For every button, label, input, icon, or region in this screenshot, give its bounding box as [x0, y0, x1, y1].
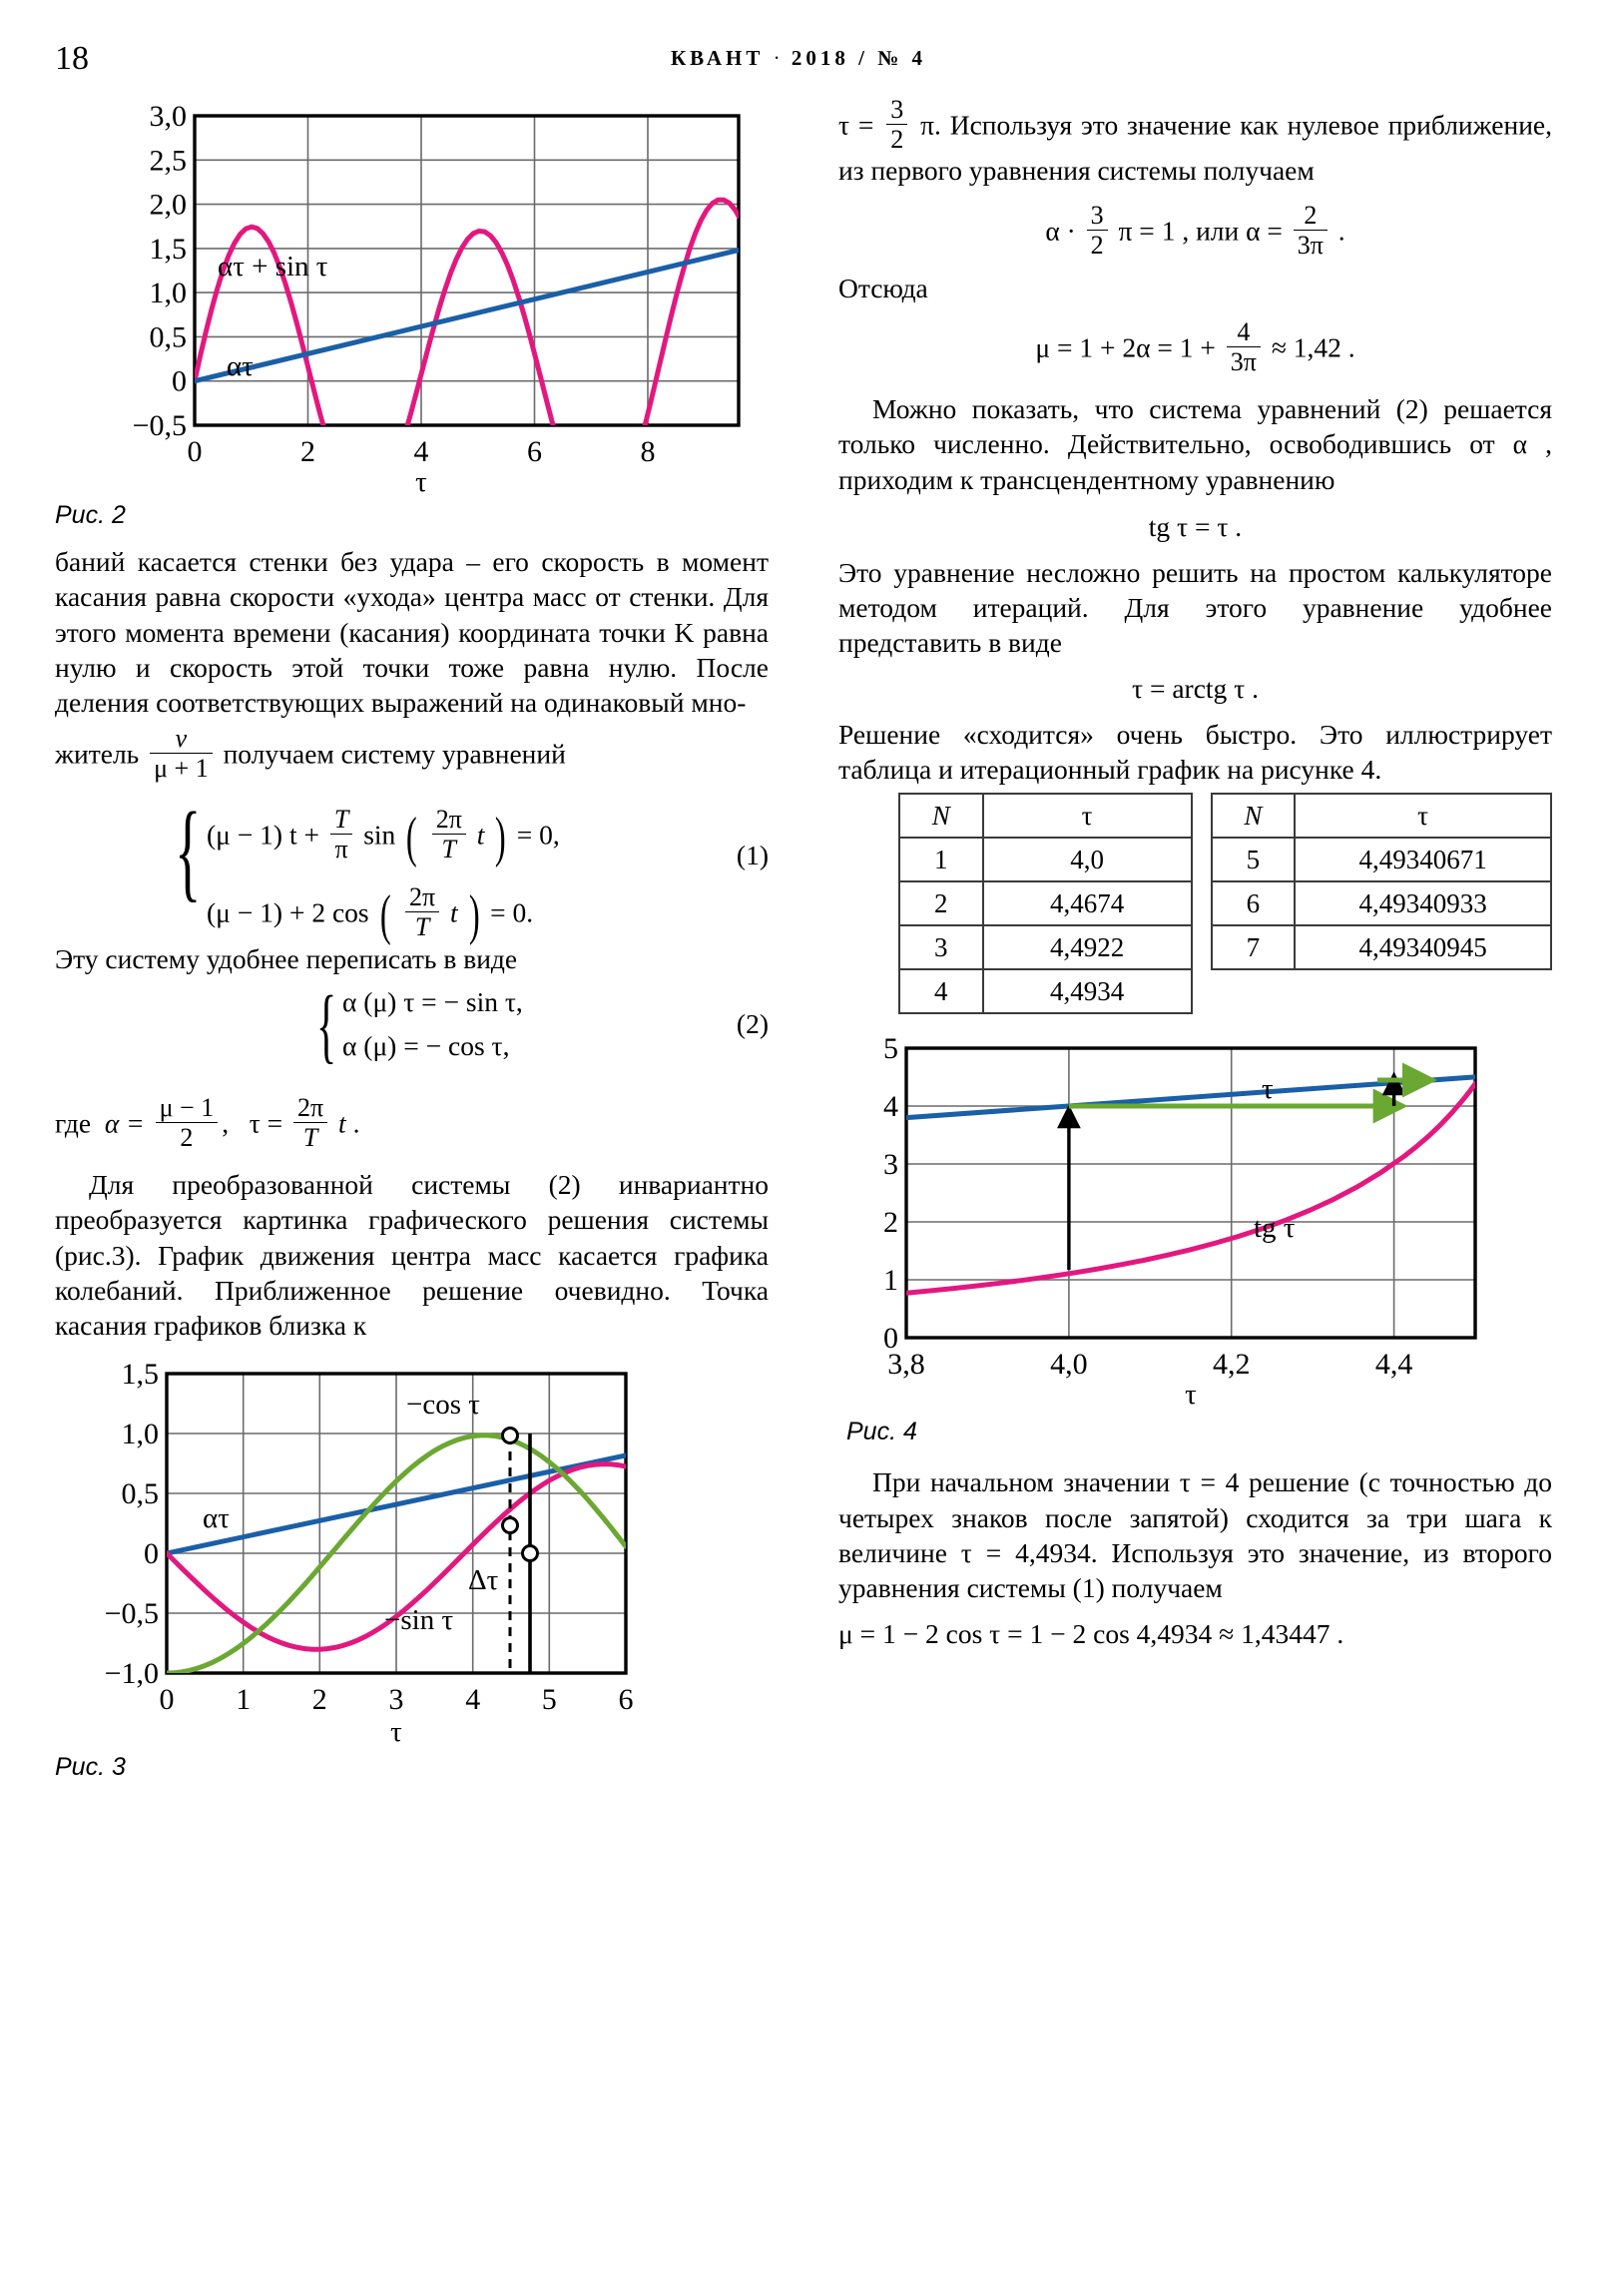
right-p1-frac-den: 2 — [890, 125, 904, 155]
fraction-numerator: v — [150, 725, 213, 754]
fig2-y-tick-labels — [133, 100, 187, 442]
where-alpha-den: 2 — [180, 1123, 194, 1153]
eq1-frac-T-pi — [330, 806, 352, 862]
paragraph-3: Для преобразованной системы (2) инвариантно преобразуется картинка графического решения системы (рис.3). График движения центра масс касается графика колебаний. Приближенное решение очевидно. Точка касания графиков близка к — [55, 1169, 769, 1342]
svg-text:4: 4 — [465, 1682, 481, 1716]
eq-alpha-left: α · — [1045, 215, 1076, 247]
right-paragraph-4: Решение «сходится» очень быстро. Это иллюстрирует таблица и итерационный график на рисунке 4. — [838, 718, 1552, 786]
eq1-frac-den: π — [334, 834, 348, 863]
table2-r1-N: 6 — [1212, 881, 1296, 925]
fig4-x-tick-labels — [887, 1348, 1412, 1381]
fig2-label-alpha-tau-sin: ατ + sin τ — [218, 251, 328, 283]
figure-3 — [55, 1358, 769, 1782]
eq1-line2-paren-open: ( — [379, 883, 391, 946]
fig4-label-tau: τ — [1262, 1073, 1274, 1106]
svg-text:−0,5: −0,5 — [104, 1596, 159, 1630]
equation-1-number: (1) — [736, 839, 769, 870]
table1-r0-tau: 4,0 — [983, 838, 1192, 881]
table-row — [1212, 881, 1551, 925]
fig4-curves — [906, 1077, 1476, 1293]
where-tau-den: T — [302, 1123, 318, 1153]
eq-alpha-end: . — [1337, 215, 1345, 247]
figure-2 — [55, 96, 769, 530]
table1-r2-N: 3 — [899, 925, 983, 969]
where-tau-fraction — [293, 1094, 327, 1151]
svg-text:6: 6 — [618, 1682, 634, 1716]
fig3-label-minus-cos: −cos τ — [406, 1388, 480, 1421]
fig3-label-delta-tau: Δτ — [468, 1563, 499, 1596]
table-row — [899, 925, 1192, 969]
fig3-y-tick-labels — [105, 1358, 159, 1690]
table2-r0-tau: 4,49340671 — [1295, 838, 1551, 881]
journal-title-line — [0, 46, 1597, 71]
table1-r2-tau: 4,4922 — [983, 925, 1192, 969]
svg-text:−1,0: −1,0 — [104, 1656, 159, 1690]
table2-r0-N: 5 — [1212, 838, 1296, 881]
fig4-gridlines — [906, 1048, 1475, 1338]
svg-text:0,5: 0,5 — [149, 320, 187, 354]
eq1-paren-close: ) — [495, 806, 506, 868]
fig2-x-axis-label: τ — [415, 466, 427, 495]
where-end: . — [352, 1107, 360, 1139]
figure-3-svg — [55, 1358, 754, 1747]
svg-text:3,8: 3,8 — [887, 1348, 925, 1382]
fig3-marker-1 — [503, 1428, 518, 1442]
equation-1-line-1 — [207, 804, 560, 868]
eq-alpha-num: 3 — [1087, 202, 1108, 231]
figure-4-caption: Рис. 4 — [846, 1418, 917, 1446]
where-tau-num: 2π — [293, 1094, 327, 1123]
table1-r1-tau: 4,4674 — [983, 881, 1192, 925]
svg-text:4: 4 — [883, 1090, 898, 1124]
equation-1-line-2 — [207, 881, 534, 946]
table2-r1-tau: 4,49340933 — [1295, 881, 1551, 925]
equation-1-brace: { — [175, 789, 202, 911]
where-alpha-num: μ − 1 — [156, 1094, 219, 1123]
eq1-sin: sin — [363, 819, 396, 851]
svg-text:4,0: 4,0 — [1050, 1348, 1088, 1382]
right-p1-fraction — [886, 96, 907, 153]
paragraph-1-tail-post: получаем систему уравнений — [223, 738, 566, 770]
svg-text:4,2: 4,2 — [1212, 1348, 1251, 1382]
paragraph-2: Эту систему удобнее переписать в виде — [55, 942, 518, 974]
where-alpha: α = — [104, 1107, 145, 1139]
right-p1-pi: π — [920, 109, 934, 141]
svg-text:1,5: 1,5 — [121, 1357, 159, 1391]
eq-mu-right: ≈ 1,42 . — [1271, 331, 1355, 363]
where-tau-t: t — [338, 1107, 346, 1139]
fig3-label-alpha-tau: ατ — [203, 1501, 230, 1534]
svg-text:2: 2 — [300, 435, 315, 468]
fig4-y-tick-labels — [883, 1032, 898, 1355]
page-number: 18 — [55, 40, 89, 77]
svg-text:0: 0 — [144, 1536, 159, 1570]
fig2-label-alpha-tau: ατ — [227, 350, 254, 382]
fig3-marker-2 — [503, 1517, 518, 1532]
svg-text:2,5: 2,5 — [149, 144, 187, 178]
paragraph-1-tail-pre: житель — [55, 738, 140, 770]
journal-issue: 2018 / № 4 — [791, 46, 927, 70]
right-paragraph-5: При начальном значении τ = 4 решение (с точностью до четырех знаков после запятой) сходится за три шага к величине τ = 4,4934. Используя это значение, из второго уравнения системы (1) получаем — [838, 1466, 1552, 1604]
fig3-x-axis-label: τ — [390, 1715, 402, 1747]
right-paragraph-1 — [838, 96, 1552, 188]
eq1-line2-lhs: (μ − 1) + 2 cos — [207, 896, 369, 928]
table1-header-N: N — [899, 794, 983, 838]
eq1-line2-t: t — [450, 896, 458, 928]
eq-alpha-den: 2 — [1090, 231, 1104, 261]
eq-alpha-fraction-2-3pi — [1294, 202, 1328, 259]
fig4-curve-magenta — [906, 1083, 1476, 1293]
svg-text:0,5: 0,5 — [121, 1476, 159, 1510]
table-row — [899, 881, 1192, 925]
table-header-row — [899, 794, 1192, 838]
svg-text:4,4: 4,4 — [1374, 1348, 1413, 1382]
fig4-curve-blue — [906, 1077, 1475, 1118]
equation-arctg: τ = arctg τ . — [1132, 672, 1259, 704]
svg-text:1: 1 — [236, 1682, 252, 1716]
page-header — [0, 40, 1597, 80]
right-p1-text: . Используя это значение как нулевое приближение, из первого уравнения системы получаем — [838, 109, 1552, 187]
table-row — [899, 969, 1192, 1013]
fraction-v-over-mu-plus-1 — [150, 725, 213, 782]
table-row — [899, 838, 1192, 881]
eq-alpha-mid: π = 1 , или α = — [1118, 215, 1283, 247]
table-row — [1212, 838, 1551, 881]
fig4-x-axis-label: τ — [1185, 1379, 1197, 1412]
eq1-line1-lhs: (μ − 1) t + — [207, 819, 319, 851]
right-p1-frac-num: 3 — [886, 96, 907, 125]
fig2-x-tick-labels — [188, 435, 656, 468]
svg-text:4: 4 — [413, 435, 429, 468]
svg-text:2,0: 2,0 — [149, 188, 187, 222]
fig3-x-tick-labels — [160, 1683, 634, 1716]
svg-text:5: 5 — [883, 1032, 898, 1066]
header-separator: · — [773, 46, 783, 70]
svg-text:5: 5 — [541, 1682, 557, 1716]
paragraph-1-tail — [55, 725, 769, 782]
table1-header-tau: τ — [983, 794, 1192, 838]
journal-name: КВАНТ — [670, 46, 765, 70]
svg-text:0: 0 — [172, 364, 187, 398]
table-row — [1212, 925, 1551, 969]
eq1-line2-arg-num: 2π — [405, 883, 439, 912]
where-tau: τ = — [249, 1107, 283, 1139]
svg-text:3: 3 — [883, 1148, 898, 1182]
iteration-table-2 — [1211, 793, 1552, 970]
eq-alpha-fraction-3-2 — [1087, 202, 1108, 259]
table1-r0-N: 1 — [899, 838, 983, 881]
svg-text:3,0: 3,0 — [149, 100, 187, 133]
table-header-row — [1212, 794, 1551, 838]
fig3-marker-3 — [523, 1545, 538, 1560]
paragraph-1 — [55, 544, 769, 721]
right-paragraph-3: Это уравнение несложно решить на простом калькуляторе методом итераций. Для этого уравнение удобнее представить в виде — [838, 556, 1552, 659]
equation-2-brace: { — [316, 979, 337, 1073]
svg-text:8: 8 — [640, 435, 656, 468]
eq1-line2-end: = 0. — [490, 896, 534, 928]
eq1-line2-frac — [405, 883, 439, 940]
eq-mu-num: 4 — [1227, 318, 1261, 347]
fig3-label-minus-sin: −sin τ — [384, 1603, 454, 1636]
left-column — [55, 96, 769, 1782]
equation-mu — [838, 318, 1552, 375]
fig4-label-tg-tau: tg τ — [1254, 1212, 1296, 1245]
table2-header-tau: τ — [1295, 794, 1551, 838]
svg-text:2: 2 — [883, 1206, 898, 1240]
fig4-iteration-arrows — [1069, 1080, 1423, 1270]
equation-mu-final: μ = 1 − 2 cos τ = 1 − 2 cos 4,4934 ≈ 1,43447 . — [838, 1617, 1344, 1649]
table1-r3-tau: 4,4934 — [983, 969, 1192, 1013]
eq-mu-den: 3π — [1230, 346, 1257, 376]
svg-text:1: 1 — [883, 1264, 898, 1298]
fig4-frame — [906, 1048, 1475, 1338]
svg-text:0: 0 — [883, 1322, 898, 1356]
eq1-arg-den: T — [441, 834, 456, 863]
figure-3-caption: Рис. 3 — [55, 1752, 126, 1781]
equation-2-block — [55, 979, 769, 1082]
fig2-curves — [195, 200, 739, 495]
eq1-arg-num: 2π — [432, 806, 466, 835]
fig2-curve-magenta — [195, 200, 739, 495]
otsyuda-label: Отсюда — [838, 273, 928, 304]
svg-text:1,0: 1,0 — [149, 277, 187, 310]
where-line: где α = $\frac{\mu - 1}{2}$ , τ = $\frac{2\pi}{T}$ t . — [55, 1093, 360, 1153]
svg-text:0: 0 — [187, 435, 203, 468]
iteration-table-1 — [898, 793, 1193, 1014]
equation-alpha — [838, 202, 1552, 259]
equation-tg: tg τ = τ . — [1148, 510, 1243, 542]
eq1-line1-end: = 0, — [516, 819, 560, 851]
equation-2-line-1: α (μ) τ = − sin τ, — [342, 986, 523, 1018]
right-paragraph-2: Можно показать, что система уравнений (2) решается только численно. Действительно, освободившись от α , приходим к трансцендентному уравнению — [838, 392, 1552, 495]
table2-r2-N: 7 — [1212, 925, 1296, 969]
eq-mu-left: μ = 1 + 2α = 1 + — [1035, 331, 1216, 363]
right-p1-tau-eq: τ = — [838, 109, 874, 141]
svg-text:3: 3 — [388, 1682, 404, 1716]
svg-text:1,0: 1,0 — [121, 1417, 159, 1450]
eq-mu-fraction — [1227, 318, 1261, 375]
table2-r2-tau: 4,49340945 — [1295, 925, 1551, 969]
svg-text:0: 0 — [159, 1682, 175, 1716]
eq1-t: t — [476, 819, 485, 851]
svg-text:1,5: 1,5 — [149, 232, 187, 266]
right-column — [838, 96, 1552, 1662]
eq-alpha-rden: 3π — [1297, 231, 1324, 261]
where-label: где — [55, 1107, 92, 1139]
figure-2-caption: Рис. 2 — [55, 501, 126, 529]
eq1-frac-2pi-T — [432, 806, 466, 862]
equation-2-number: (2) — [736, 1008, 769, 1040]
where-alpha-fraction — [156, 1094, 219, 1151]
eq1-frac-num: T — [330, 806, 352, 835]
figure-4-svg — [838, 1032, 1537, 1412]
equation-2-line-2: α (μ) = − cos τ, — [342, 1030, 510, 1062]
eq1-line2-paren-close: ) — [468, 883, 480, 946]
figure-4 — [838, 1032, 1552, 1446]
eq1-paren-open: ( — [406, 806, 417, 868]
iteration-tables — [898, 793, 1552, 1014]
svg-text:2: 2 — [311, 1682, 327, 1716]
svg-text:6: 6 — [527, 435, 542, 468]
table1-r1-N: 2 — [899, 881, 983, 925]
figure-2-svg — [55, 96, 754, 495]
table2-header-N: N — [1212, 794, 1296, 838]
equation-1-block — [55, 789, 769, 946]
eq1-line2-arg-den: T — [414, 911, 430, 941]
paragraph-1-text: баний касается стенки без удара – его скорость в момент касания равна скорости «ухода» центра масс от стенки. Для этого момента времени (касания) координата точки K равна нулю и скорость этой точки тоже равна нулю. После деления соответствующих выражений на одинаковый мно- — [55, 546, 769, 719]
fraction-denominator: μ + 1 — [154, 753, 209, 783]
svg-text:−0,5: −0,5 — [132, 409, 187, 442]
eq-alpha-rnum: 2 — [1294, 202, 1328, 231]
table1-r3-N: 4 — [899, 969, 983, 1013]
